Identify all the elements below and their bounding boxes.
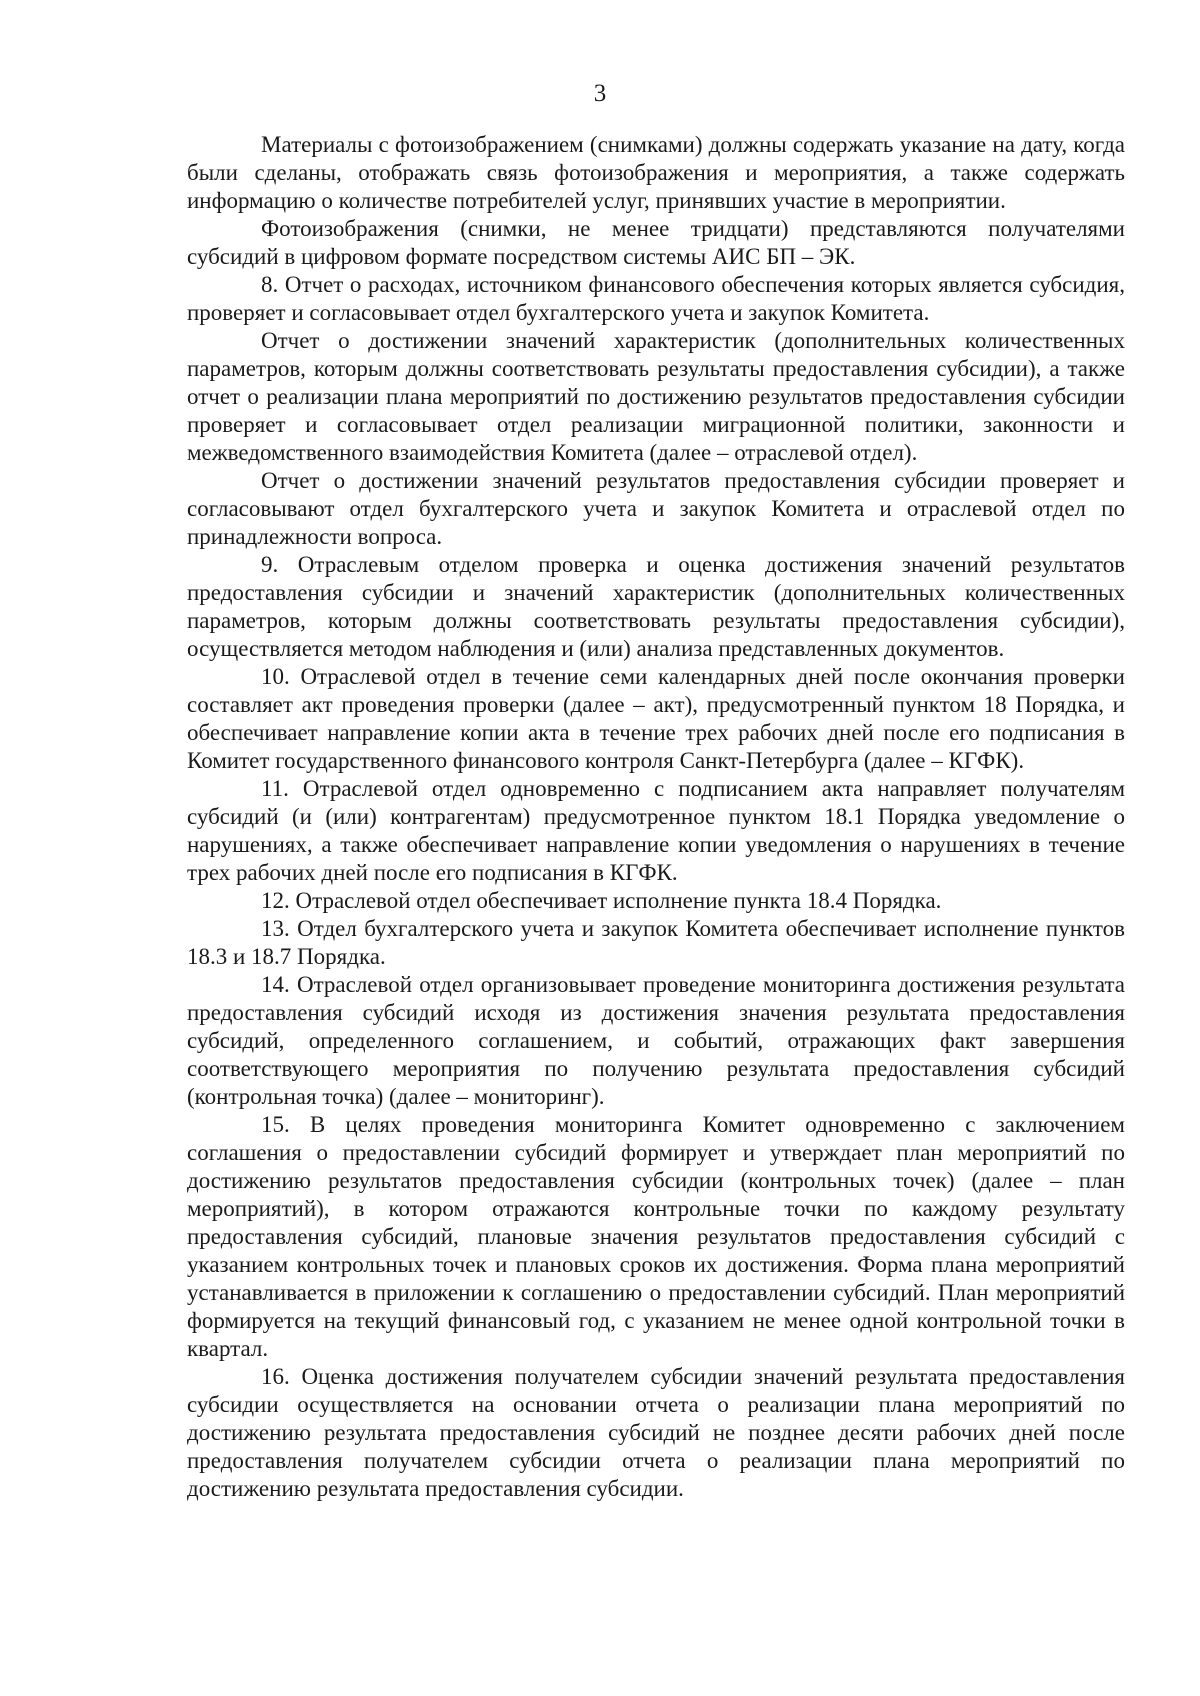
paragraph-item-15: 15. В целях проведения мониторинга Комитет одновременно с заключением соглашения о предоставлении субсидий формирует и утверждает план мероприятий по достижению результатов предоставления субсидии (контрольных точек) (далее – план мероприятий), в котором отражаются контрольные точки по каждому результату предоставления субсидий, плановые значения результатов предоставления субсидий с указанием контрольных точек и плановых сроков их достижения. Форма плана мероприятий устанавливается в приложении к соглашению о предоставлении субсидий. План мероприятий формируется на текущий финансовый год, с указанием не менее одной контрольной точки в квартал.: [187, 1112, 1125, 1361]
paragraph-photo-materials: Материалы с фотоизображением (снимками) должны содержать указание на дату, когда были сделаны, отображать связь фотоизображения и мероприятия, а также содержать информацию о количестве потребителей услуг, принявших участие в мероприятии.: [187, 132, 1125, 213]
paragraph-item-10: 10. Отраслевой отдел в течение семи календарных дней после окончания проверки составляет акт проведения проверки (далее – акт), предусмотренный пунктом 18 Порядка, и обеспечивает направление копии акта в течение трех рабочих дней после его подписания в Комитет государственного финансового контроля Санкт-Петербурга (далее – КГФК).: [187, 664, 1125, 773]
paragraph-photo-count: Фотоизображения (снимки, не менее тридцати) представляются получателями субсидий в цифровом формате посредством системы АИС БП – ЭК.: [187, 216, 1125, 269]
document-body: [187, 131, 1125, 1503]
paragraph-item-14: 14. Отраслевой отдел организовывает проведение мониторинга достижения результата предоставления субсидий исходя из достижения значения результата предоставления субсидий, определенного соглашением, и событий, отражающих факт завершения соответствующего мероприятия по получению результата предоставления субсидий (контрольная точка) (далее – мониторинг).: [187, 972, 1125, 1109]
paragraph-item-11: 11. Отраслевой отдел одновременно с подписанием акта направляет получателям субсидий (и (или) контрагентам) предусмотренное пунктом 18.1 Порядка уведомление о нарушениях, а также обеспечивает направление копии уведомления о нарушениях в течение трех рабочих дней после его подписания в КГФК.: [187, 776, 1125, 885]
paragraph-item-13: 13. Отдел бухгалтерского учета и закупок Комитета обеспечивает исполнение пунктов 18.3 и 18.7 Порядка.: [187, 916, 1125, 969]
paragraph-item-8: 8. Отчет о расходах, источником финансового обеспечения которых является субсидия, проверяет и согласовывает отдел бухгалтерского учета и закупок Комитета.: [187, 272, 1125, 325]
page-number: 3: [593, 80, 607, 107]
paragraph-results-report: Отчет о достижении значений результатов предоставления субсидии проверяет и согласовывают отдел бухгалтерского учета и закупок Комитета и отраслевой отдел по принадлежности вопроса.: [187, 468, 1125, 549]
paragraph-item-9: 9. Отраслевым отделом проверка и оценка достижения значений результатов предоставления субсидии и значений характеристик (дополнительных количественных параметров, которым должны соответствовать результаты предоставления субсидии), осуществляется методом наблюдения и (или) анализа представленных документов.: [187, 552, 1125, 661]
paragraph-item-12: 12. Отраслевой отдел обеспечивает исполнение пункта 18.4 Порядка.: [261, 888, 942, 913]
paragraph-characteristics-report: Отчет о достижении значений характеристик (дополнительных количественных параметров, которым должны соответствовать результаты предоставления субсидии), а также отчет о реализации плана мероприятий по достижению результатов предоставления субсидии проверяет и согласовывает отдел реализации миграционной политики, законности и межведомственного взаимодействия Комитета (далее – отраслевой отдел).: [187, 328, 1125, 465]
paragraph-item-16: 16. Оценка достижения получателем субсидии значений результата предоставления субсидии осуществляется на основании отчета о реализации плана мероприятий по достижению результата предоставления субсидий не позднее десяти рабочих дней после предоставления получателем субсидии отчета о реализации плана мероприятий по достижению результата предоставления субсидии.: [187, 1364, 1125, 1501]
